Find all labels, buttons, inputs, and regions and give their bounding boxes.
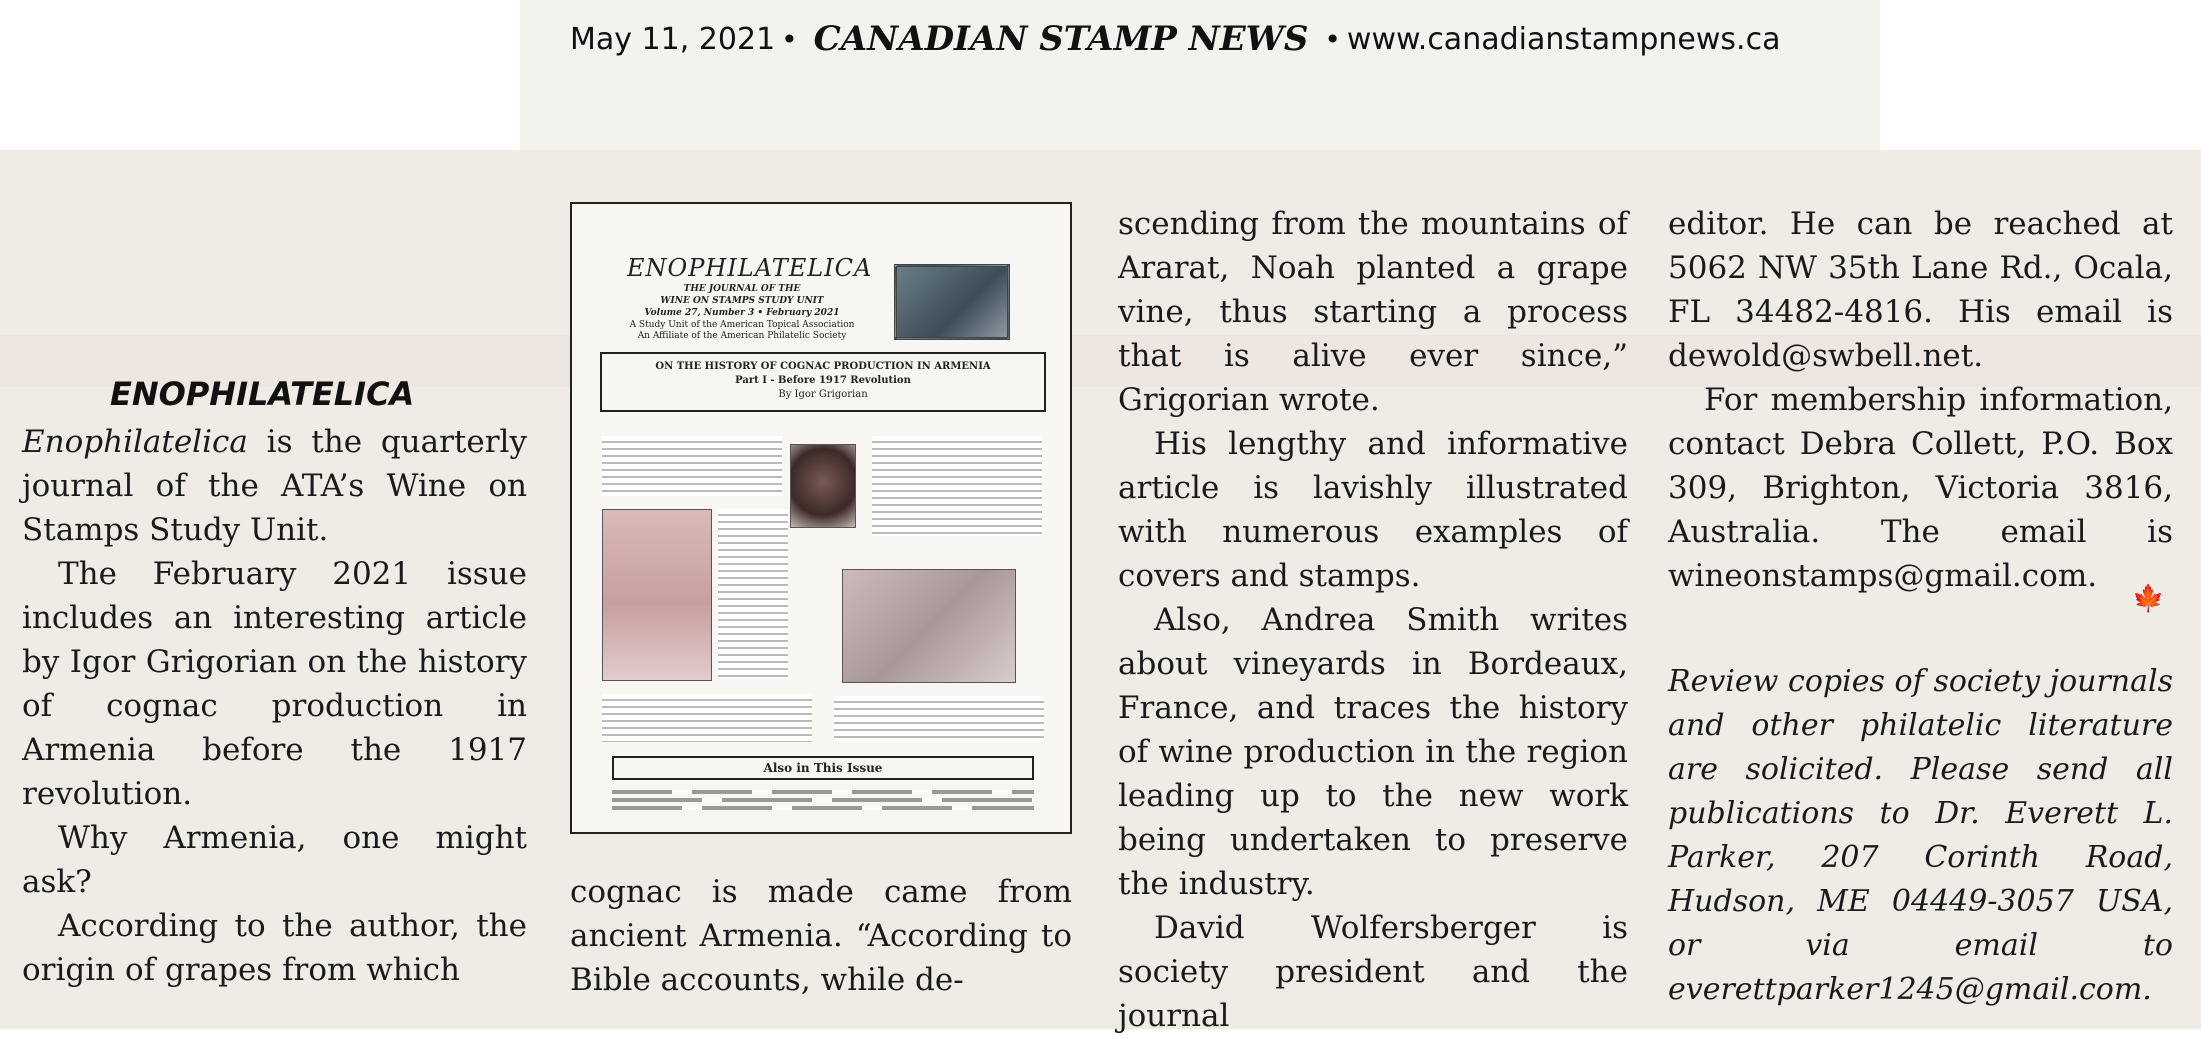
figure-body-text (718, 509, 788, 679)
figure-body-text (602, 694, 812, 742)
figure-body-text (834, 696, 1044, 742)
review-copies-note: Review copies of society journals and other philatelic literature are solicited. Please send all publications to Dr. Everett L. Parker, 207 Corinth Road, Hudson, ME 04449-3057 USA, or via email to everettparker1245@gmail.com. (1668, 664, 2173, 1007)
column-3 (1118, 202, 1628, 1034)
paragraph: Also, Andrea Smith writes about vineyards in Bordeaux, France, and traces the history of wine production in the region leading up to the new work being undertaken to preserve the industry. (1118, 602, 1628, 902)
paragraph: The February 2021 issue includes an interesting article by Igor Grigorian on the history of cognac production in Armenia before the 1917 revolution. (22, 556, 527, 812)
publication-name: CANADIAN STAMP NEWS (813, 19, 1309, 59)
column-2-bottom (570, 870, 1072, 1010)
header-url: www.canadianstampnews.ca (1346, 21, 1781, 57)
maple-leaf-icon: 🍁 (2132, 584, 2165, 614)
column-1 (22, 420, 527, 1010)
figure-subtitle: THE JOURNAL OF THE (683, 284, 801, 294)
figure-subtitle: Volume 27, Number 3 • February 2021 (644, 308, 840, 318)
figure-cover-image (602, 509, 712, 681)
paragraph: His lengthy and informative article is lavishly illustrated with numerous examples of covers and stamps. (1118, 426, 1628, 594)
figure-body-text (602, 436, 782, 496)
figure-subtitle: An Affiliate of the American Philatelic Society (637, 331, 847, 341)
figure-stamp-image (894, 264, 1010, 340)
figure-article-banner (600, 352, 1046, 412)
paragraph (22, 420, 527, 552)
paragraph: cognac is made came from ancient Armenia. “According to Bible accounts, while de- (570, 874, 1072, 998)
paragraph: Why Armenia, one might ask? (22, 820, 527, 900)
figure-table-of-contents (612, 784, 1034, 810)
section-title: ENOPHILATELICA (110, 375, 415, 413)
paragraph: For membership information, contact Debra Collett, P.O. Box 309, Brighton, Victoria 3816, Australia. The email is wineonstamps@gmail.com. (1668, 382, 2173, 594)
banner-line: By Igor Grigorian (778, 389, 868, 400)
figure-also-in-issue: Also in This Issue (612, 756, 1034, 780)
paragraph: David Wolfersberger is society president and the journal (1118, 910, 1628, 1034)
header-bullet: • (1324, 22, 1341, 56)
banner-line: Part I - Before 1917 Revolution (735, 375, 911, 386)
figure-bottle-image (842, 569, 1016, 683)
banner-line: ON THE HISTORY OF COGNAC PRODUCTION IN ARMENIA (655, 361, 991, 372)
figure-subtitle: WINE ON STAMPS STUDY UNIT (660, 296, 824, 306)
header-date: May 11, 2021 (570, 21, 776, 57)
page-header (570, 14, 1780, 64)
paragraph-text: is the quarterly journal of the ATA’s Wine on Stamps Study Unit. (22, 424, 527, 548)
figure-journal-title: ENOPHILATELICA (627, 254, 873, 282)
column-4 (1668, 202, 2173, 622)
header-bullet: • (781, 22, 798, 56)
figure-body-text (872, 436, 1042, 536)
figure-portrait-stamp (790, 444, 856, 528)
figure-subtitle: A Study Unit of the American Topical Association (629, 320, 855, 330)
paragraph: editor. He can be reached at 5062 NW 35th Lane Rd., Ocala, FL 34482-4816. His email is dewold@swbell.net. (1668, 206, 2173, 374)
journal-name: Enophilatelica (22, 424, 248, 460)
journal-cover-figure (570, 202, 1072, 834)
paragraph: According to the author, the origin of grapes from which (22, 908, 527, 988)
paragraph: scending from the mountains of Ararat, Noah planted a grape vine, thus starting a process that is alive ever since,” Grigorian wrote. (1118, 206, 1628, 418)
